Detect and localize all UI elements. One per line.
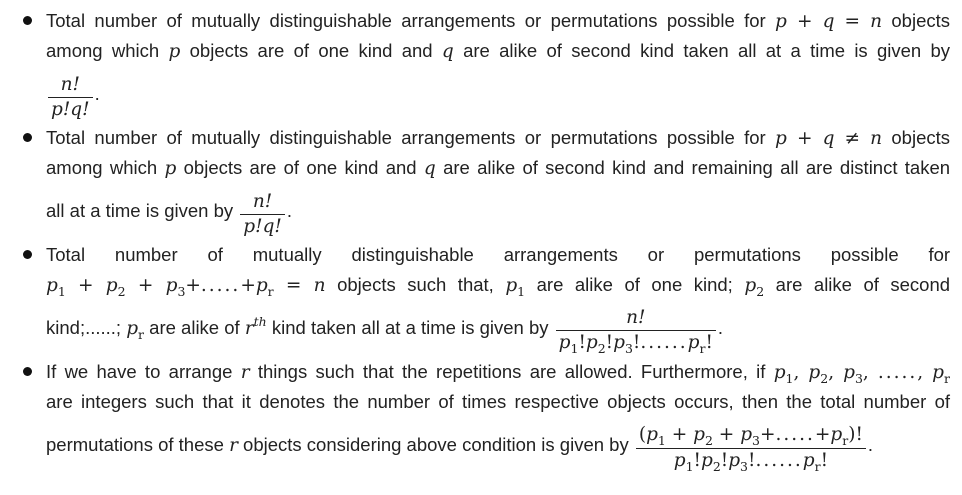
text-line: [46, 270, 950, 300]
fraction: [240, 190, 285, 239]
text: among which: [46, 40, 160, 61]
text: are alike of second kind taken all at a time is given by: [463, 40, 951, 61]
text: are alike of one kind;: [536, 274, 733, 295]
text-line: [46, 123, 950, 153]
math: $p_1 + p_2 + p_3+.....+p_r = n$: [46, 275, 326, 299]
word: Total: [46, 244, 86, 265]
text: objects are of one kind and: [183, 157, 417, 178]
text: permutations of these: [46, 434, 224, 455]
bullet-icon: [23, 16, 32, 25]
word: of: [207, 244, 223, 265]
text: things such that the repetitions are allowed. Furthermore, if: [257, 361, 766, 382]
text-line: [46, 357, 950, 387]
math: p: [164, 158, 177, 179]
text: objects considering above condition is given by: [243, 434, 629, 455]
text: Total number of mutually distinguishable arrangements or permutations possible for: [46, 127, 766, 148]
text-line: [46, 36, 950, 66]
text: kind;......;: [46, 317, 122, 338]
text-line: [46, 387, 950, 417]
denominator: $p_1!p_2!p_3!......p_r$!: [636, 448, 866, 474]
text: are alike of second kind and remaining all are distinct taken: [443, 157, 951, 178]
text: are alike of second: [775, 274, 951, 295]
text: Total number of mutually distinguishable arrangements or permutations possible for: [46, 10, 766, 31]
word: for: [928, 244, 951, 265]
text: kind taken all at a time is given by: [271, 317, 549, 338]
text: .: [286, 200, 292, 221]
text: .: [867, 434, 874, 455]
word: distinguishable: [351, 244, 474, 265]
math: p + q = n: [775, 11, 883, 32]
numerator: n!: [60, 73, 80, 95]
denominator: $p_1!p_2!p_3!......p_r$!: [556, 330, 716, 356]
math: $p_r$: [126, 318, 145, 342]
word: possible: [830, 244, 899, 265]
text-line: [46, 153, 950, 183]
text: all at a time is given by: [46, 200, 234, 221]
bullet-icon: [23, 250, 32, 259]
formula-line: [46, 66, 100, 122]
math: q: [423, 158, 436, 179]
math: r: [229, 435, 238, 456]
formula-line: [46, 417, 873, 473]
text: objects: [891, 127, 951, 148]
text: objects are of one kind and: [189, 40, 433, 61]
fraction: [48, 73, 93, 122]
fraction: [636, 423, 866, 474]
numerator: n!: [626, 307, 646, 329]
math: $r^{th}$: [244, 314, 267, 339]
denominator: p!q!: [240, 214, 285, 239]
word: arrangements: [503, 244, 618, 265]
denominator: p!q!: [48, 97, 93, 122]
math: p + q ≠ n: [775, 128, 883, 149]
text: objects such that,: [337, 274, 494, 295]
text: objects: [891, 10, 951, 31]
word: or: [647, 244, 665, 265]
word: permutations: [693, 244, 801, 265]
text: If we have to arrange: [46, 361, 233, 382]
text-line: [46, 240, 950, 270]
math: q: [441, 41, 454, 62]
formula-line: [46, 183, 292, 239]
bullet-icon: [23, 133, 32, 142]
numerator: n!: [252, 190, 273, 212]
math: p: [168, 41, 181, 62]
fraction: [556, 306, 716, 356]
word: mutually: [252, 244, 322, 265]
text: .: [717, 317, 724, 338]
text-line: [46, 6, 950, 36]
text: among which: [46, 157, 158, 178]
bullet-icon: [23, 367, 32, 376]
math: $p_2$: [744, 275, 765, 299]
text: are integers such that it denotes the number of times respective objects occurs, then the total number of: [46, 391, 950, 412]
formula-line: [46, 300, 723, 356]
math: r: [240, 362, 250, 383]
text: are alike of: [149, 317, 240, 338]
word: number: [114, 244, 178, 265]
math: $p_1$: [505, 275, 526, 299]
text: .: [94, 83, 100, 104]
math: $p_1$, $p_2$, $p_3$, ....., $p_r$: [773, 362, 950, 386]
numerator: $(p_1 + p_2 + p_3+.....+p_r)$!: [638, 423, 863, 448]
